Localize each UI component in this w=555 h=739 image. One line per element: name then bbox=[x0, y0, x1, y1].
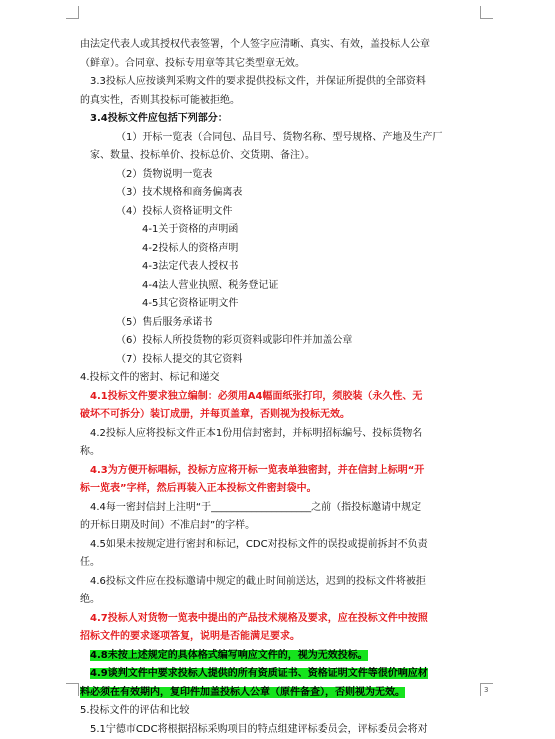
document-line-text: 由法定代表人或其授权代表签署，个人签字应清晰、真实、有效，盖投标人公章 bbox=[80, 39, 430, 50]
document-line-text: （4）投标人资格证明文件 bbox=[116, 206, 232, 217]
document-line-text: 4.3为方便开标唱标，投标方应将开标一览表单独密封，并在信封上标明“开 bbox=[90, 465, 424, 476]
document-line bbox=[80, 147, 480, 166]
document-body bbox=[80, 36, 480, 739]
document-line-text: 4.2投标人应将投标文件正本1份用信封密封，并标明招标编号、投标货物名 bbox=[90, 428, 422, 439]
document-line bbox=[80, 425, 480, 444]
document-line bbox=[80, 406, 480, 425]
document-line bbox=[80, 36, 480, 55]
document-line-text: （1）开标一览表（合同包、品目号、货物名称、型号规格、产地及生产厂 bbox=[116, 132, 442, 143]
document-line-text: 的真实性，否则其投标可能被拒绝。 bbox=[80, 95, 240, 106]
document-line-text: 4.5如果未按规定进行密封和标记，CDC对投标文件的误投或提前拆封不负责 bbox=[90, 539, 428, 550]
document-line-text: 4.8未按上述规定的具体格式编写响应文件的，视为无效投标。 bbox=[90, 650, 368, 661]
document-line bbox=[80, 499, 480, 518]
document-line bbox=[80, 110, 480, 129]
document-line bbox=[80, 73, 480, 92]
document-line-text: （5）售后服务承诺书 bbox=[116, 317, 212, 328]
document-line bbox=[80, 258, 480, 277]
document-line bbox=[80, 647, 480, 666]
document-line-text: 家、数量、投标单价、投标总价、交货期、备注）。 bbox=[90, 150, 315, 161]
document-line-text: 5.投标文件的评估和比较 bbox=[80, 705, 190, 716]
document-line bbox=[80, 351, 480, 370]
document-line-text: 4.7投标人对货物一览表中提出的产品技术规格及要求，应在投标文件中按照 bbox=[90, 613, 428, 624]
document-line bbox=[80, 314, 480, 333]
document-line-text: 3.3投标人应按谈判采购文件的要求提供投标文件，并保证所提供的全部资料 bbox=[90, 76, 426, 87]
document-line bbox=[80, 184, 480, 203]
document-line-text: （3）技术规格和商务偏离表 bbox=[116, 187, 242, 198]
document-line-text: 4-3法定代表人授权书 bbox=[142, 261, 238, 272]
document-line-text: 4.9谈判文件中要求投标人提供的所有资质证书、资格证明文件等很价响应材 bbox=[90, 668, 428, 679]
document-line-text: 4-1关于资格的声明函 bbox=[142, 224, 238, 235]
document-line-text: 称。 bbox=[80, 446, 100, 457]
document-line bbox=[80, 610, 480, 629]
document-line-text: 料必须在有效期内，复印件加盖投标人公章（原件备查），否则视为无效。 bbox=[80, 687, 405, 698]
document-line bbox=[80, 443, 480, 462]
document-line-text: （7）投标人提交的其它资料 bbox=[116, 354, 242, 365]
document-line bbox=[80, 203, 480, 222]
document-line bbox=[80, 462, 480, 481]
document-line bbox=[80, 129, 480, 148]
document-line-text: 4-5其它资格证明文件 bbox=[142, 298, 238, 309]
document-line bbox=[80, 536, 480, 555]
document-line-text: （2）货物说明一览表 bbox=[116, 169, 212, 180]
document-line-text: 4-2投标人的资格声明 bbox=[142, 243, 238, 254]
document-line-text: 的开标日期及时间）不准启封”的字样。 bbox=[80, 520, 255, 531]
document-line-text: 4.1投标文件要求独立编制：必须用A4幅面纸张打印，须胶装（永久性、无 bbox=[90, 391, 422, 402]
document-line-text: 4.4每一密封信封上注明“于____________________之前（指投标邀请中规定 bbox=[90, 502, 421, 513]
document-line-text: 4-4法人营业执照、税务登记证 bbox=[142, 280, 278, 291]
document-line bbox=[80, 684, 480, 703]
document-line bbox=[80, 221, 480, 240]
document-line-text: （鲜章）。合同章、投标专用章等其它类型章无效。 bbox=[80, 58, 305, 69]
margin-corner-mark bbox=[66, 683, 79, 696]
document-line-text: 破坏不可拆分）装订成册，并每页盖章，否则视为投标无效。 bbox=[80, 409, 350, 420]
document-line bbox=[80, 573, 480, 592]
document-line bbox=[80, 369, 480, 388]
document-line bbox=[80, 166, 480, 185]
document-line-text: 4.投标文件的密封、标记和递交 bbox=[80, 372, 220, 383]
margin-corner-mark bbox=[480, 6, 493, 19]
document-line-text: 标一览表”字样，然后再装入正本投标文件密封袋中。 bbox=[80, 483, 317, 494]
document-line bbox=[80, 55, 480, 74]
document-line bbox=[80, 295, 480, 314]
document-line bbox=[80, 92, 480, 111]
page-number: 3 bbox=[484, 686, 488, 694]
document-line bbox=[80, 628, 480, 647]
document-line-text: 任。 bbox=[80, 557, 100, 568]
document-line bbox=[80, 388, 480, 407]
document-line bbox=[80, 721, 480, 739]
margin-corner-mark bbox=[66, 6, 79, 19]
document-line-text: 5.1宁德市CDC将根据招标采购项目的特点组建评标委员会，评标委员会将对 bbox=[90, 724, 428, 735]
document-line-text: 4.6投标文件应在投标邀请中规定的截止时间前送达，迟到的投标文件将被拒 bbox=[90, 576, 426, 587]
document-line bbox=[80, 480, 480, 499]
document-line-text: 绝。 bbox=[80, 594, 100, 605]
document-line bbox=[80, 517, 480, 536]
document-line bbox=[80, 277, 480, 296]
document-line-text: 招标文件的要求逐项答复，说明是否能满足要求。 bbox=[80, 631, 300, 642]
document-line-text: （6）投标人所投货物的彩页资料或影印件并加盖公章 bbox=[116, 335, 352, 346]
document-line bbox=[80, 332, 480, 351]
document-line-text: 3.4投标文件应包括下列部分： bbox=[90, 113, 228, 124]
document-line bbox=[80, 591, 480, 610]
document-line bbox=[80, 665, 480, 684]
document-line bbox=[80, 240, 480, 259]
document-line bbox=[80, 554, 480, 573]
